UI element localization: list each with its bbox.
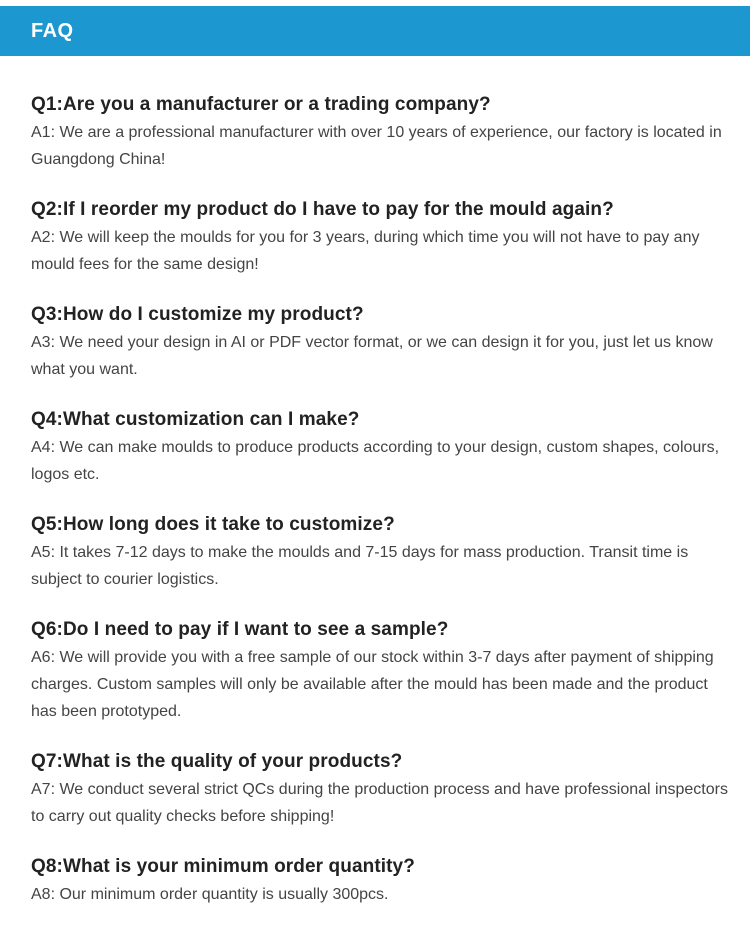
- faq-item-5: [31, 512, 731, 593]
- faq-question-8: Q8:What is your minimum order quantity?: [31, 856, 415, 877]
- faq-question-5: Q5:How long does it take to customize?: [31, 514, 395, 535]
- faq-question-4: Q4:What customization can I make?: [31, 409, 360, 430]
- faq-question-7: Q7:What is the quality of your products?: [31, 751, 403, 772]
- faq-answer-7: A7: We conduct several strict QCs during the production process and have professional inspectors to carry out quality checks before shipping!: [31, 781, 728, 825]
- faq-item-3: [31, 302, 731, 383]
- faq-answer-5: A5: It takes 7-12 days to make the moulds and 7-15 days for mass production. Transit time is subject to courier logistics.: [31, 544, 689, 588]
- faq-answer-3: A3: We need your design in AI or PDF vector format, or we can design it for you, just let us know what you want.: [31, 334, 713, 378]
- faq-item-6: [31, 617, 731, 725]
- faq-answer-8: A8: Our minimum order quantity is usually 300pcs.: [31, 886, 389, 903]
- faq-item-8: [31, 854, 731, 908]
- faq-question-3: Q3:How do I customize my product?: [31, 304, 364, 325]
- faq-answer-6: A6: We will provide you with a free sample of our stock within 3-7 days after payment of shipping charges. Custom samples will only be available after the mould has been made and the product has been prototyped.: [31, 649, 714, 720]
- faq-answer-2: A2: We will keep the moulds for you for 3 years, during which time you will not have to pay any mould fees for the same design!: [31, 229, 700, 273]
- faq-question-6: Q6:Do I need to pay if I want to see a sample?: [31, 619, 449, 640]
- faq-heading: FAQ: [31, 20, 74, 42]
- faq-header-bar: [0, 6, 750, 56]
- faq-item-7: [31, 749, 731, 830]
- faq-question-1: Q1:Are you a manufacturer or a trading company?: [31, 94, 491, 115]
- faq-answer-4: A4: We can make moulds to produce products according to your design, custom shapes, colours, logos etc.: [31, 439, 720, 483]
- faq-question-2: Q2:If I reorder my product do I have to pay for the mould again?: [31, 199, 614, 220]
- faq-answer-1: A1: We are a professional manufacturer with over 10 years of experience, our factory is located in Guangdong China!: [31, 124, 722, 168]
- faq-item-1: [31, 92, 731, 173]
- faq-list: [31, 92, 731, 932]
- faq-item-4: [31, 407, 731, 488]
- faq-item-2: [31, 197, 731, 278]
